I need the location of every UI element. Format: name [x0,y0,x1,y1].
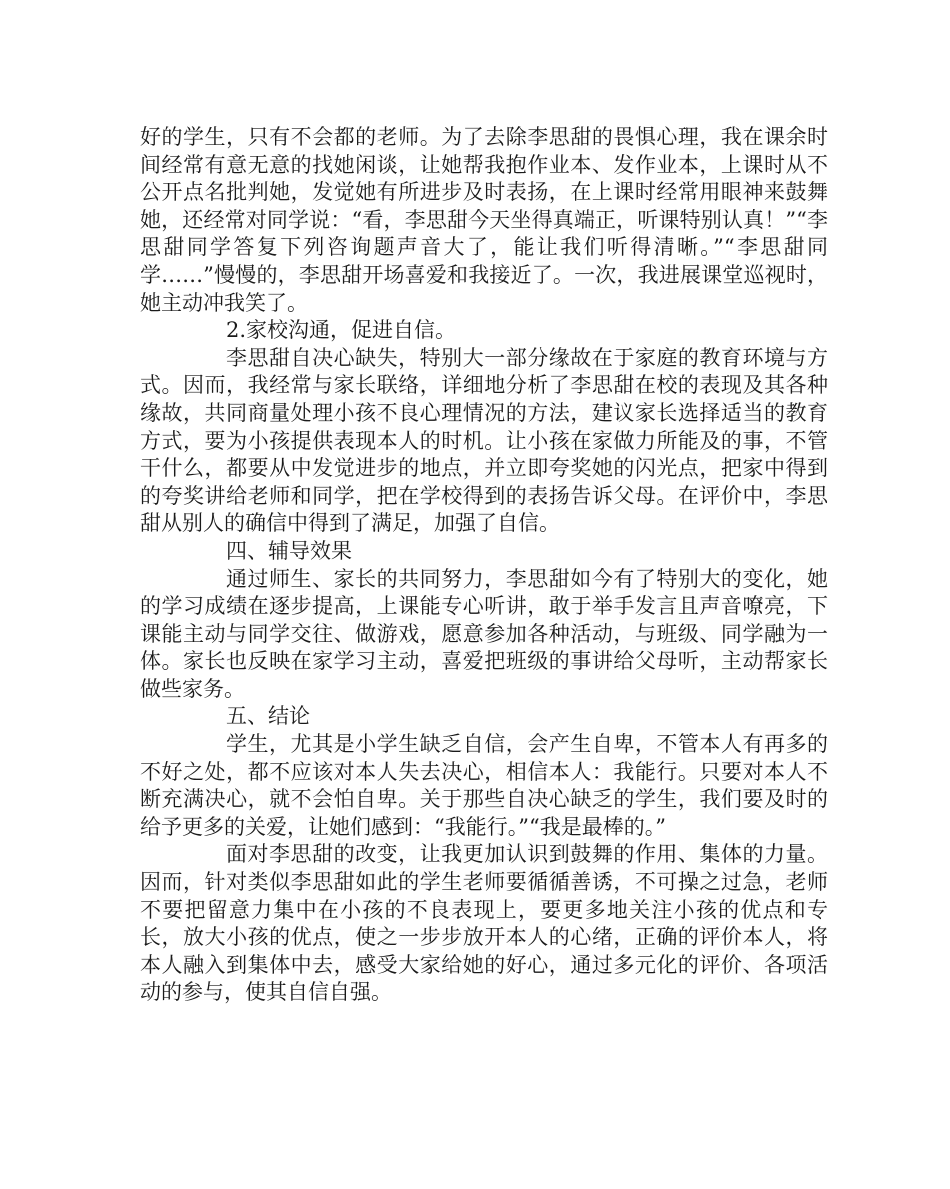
section-heading-home-school: 2.家校沟通，促进自信。 [226,318,457,343]
body-paragraph-1: 好的学生，只有不会都的老师。为了去除李思甜的畏惧心理，我在课余时间经常有意无意的找她闲谈，让她帮我抱作业本、发作业本，上课时从不公开点名批判她，发觉她有所进步及时表扬，在上课时经常用眼神来鼓舞她，还经常对同学说：“看，李思甜今天坐得真端正，听课特别认真！”“李思甜同学答复下列咨询题声音大了，能让我们听得清晰。”“李思甜同学……”慢慢的，李思甜开场喜爱和我接近了。一次，我进展课堂巡视时，她主动冲我笑了。 [140,125,828,315]
body-paragraph-3: 通过师生、家长的共同努力，李思甜如今有了特别大的变化，她的学习成绩在逐步提高，上课能专心听讲，敢于举手发言且声音嘹亮，下课能主动与同学交往、做游戏，愿意参加各种活动，与班级、同学融为一体。家长也反映在家学习主动，喜爱把班级的事讲给父母听，主动帮家长做些家务。 [140,566,828,701]
section-heading-effect: 四、辅导效果 [226,538,352,563]
document-page [140,124,828,1007]
body-paragraph-2: 李思甜自决心缺失，特别大一部分缘故在于家庭的教育环境与方式。因而，我经常与家长联络，详细地分析了李思甜在校的表现及其各种缘故，共同商量处理小孩不良心理情况的方法，建议家长选择适当的教育方式，要为小孩提供表现本人的时机。让小孩在家做力所能及的事，不管干什么，都要从中发觉进步的地点，并立即夸奖她的闪光点，把家中得到的夸奖讲给老师和同学，把在学校得到的表扬告诉父母。在评价中，李思甜从别人的确信中得到了满足，加强了自信。 [140,345,828,536]
body-paragraph-4: 学生，尤其是小学生缺乏自信，会产生自卑，不管本人有再多的不好之处，都不应该对本人失去决心，相信本人：我能行。只要对本人不断充满决心，就不会怕自卑。关于那些自决心缺乏的学生，我们要及时的给予更多的关爱，让她们感到：“我能行。”“我是最棒的。” [140,732,828,839]
section-heading-conclusion: 五、结论 [226,704,310,729]
body-paragraph-5: 面对李思甜的改变，让我更加认识到鼓舞的作用、集体的力量。因而，针对类似李思甜如此的学生老师要循循善诱，不可操之过急，老师不要把留意力集中在小孩的不良表现上，要更多地关注小孩的优点和专长，放大小孩的优点，使之一步步放开本人的心绪，正确的评价本人，将本人融入到集体中去，感受大家给她的好心，通过多元化的评价、各项活动的参与，使其自信自强。 [140,842,828,1005]
